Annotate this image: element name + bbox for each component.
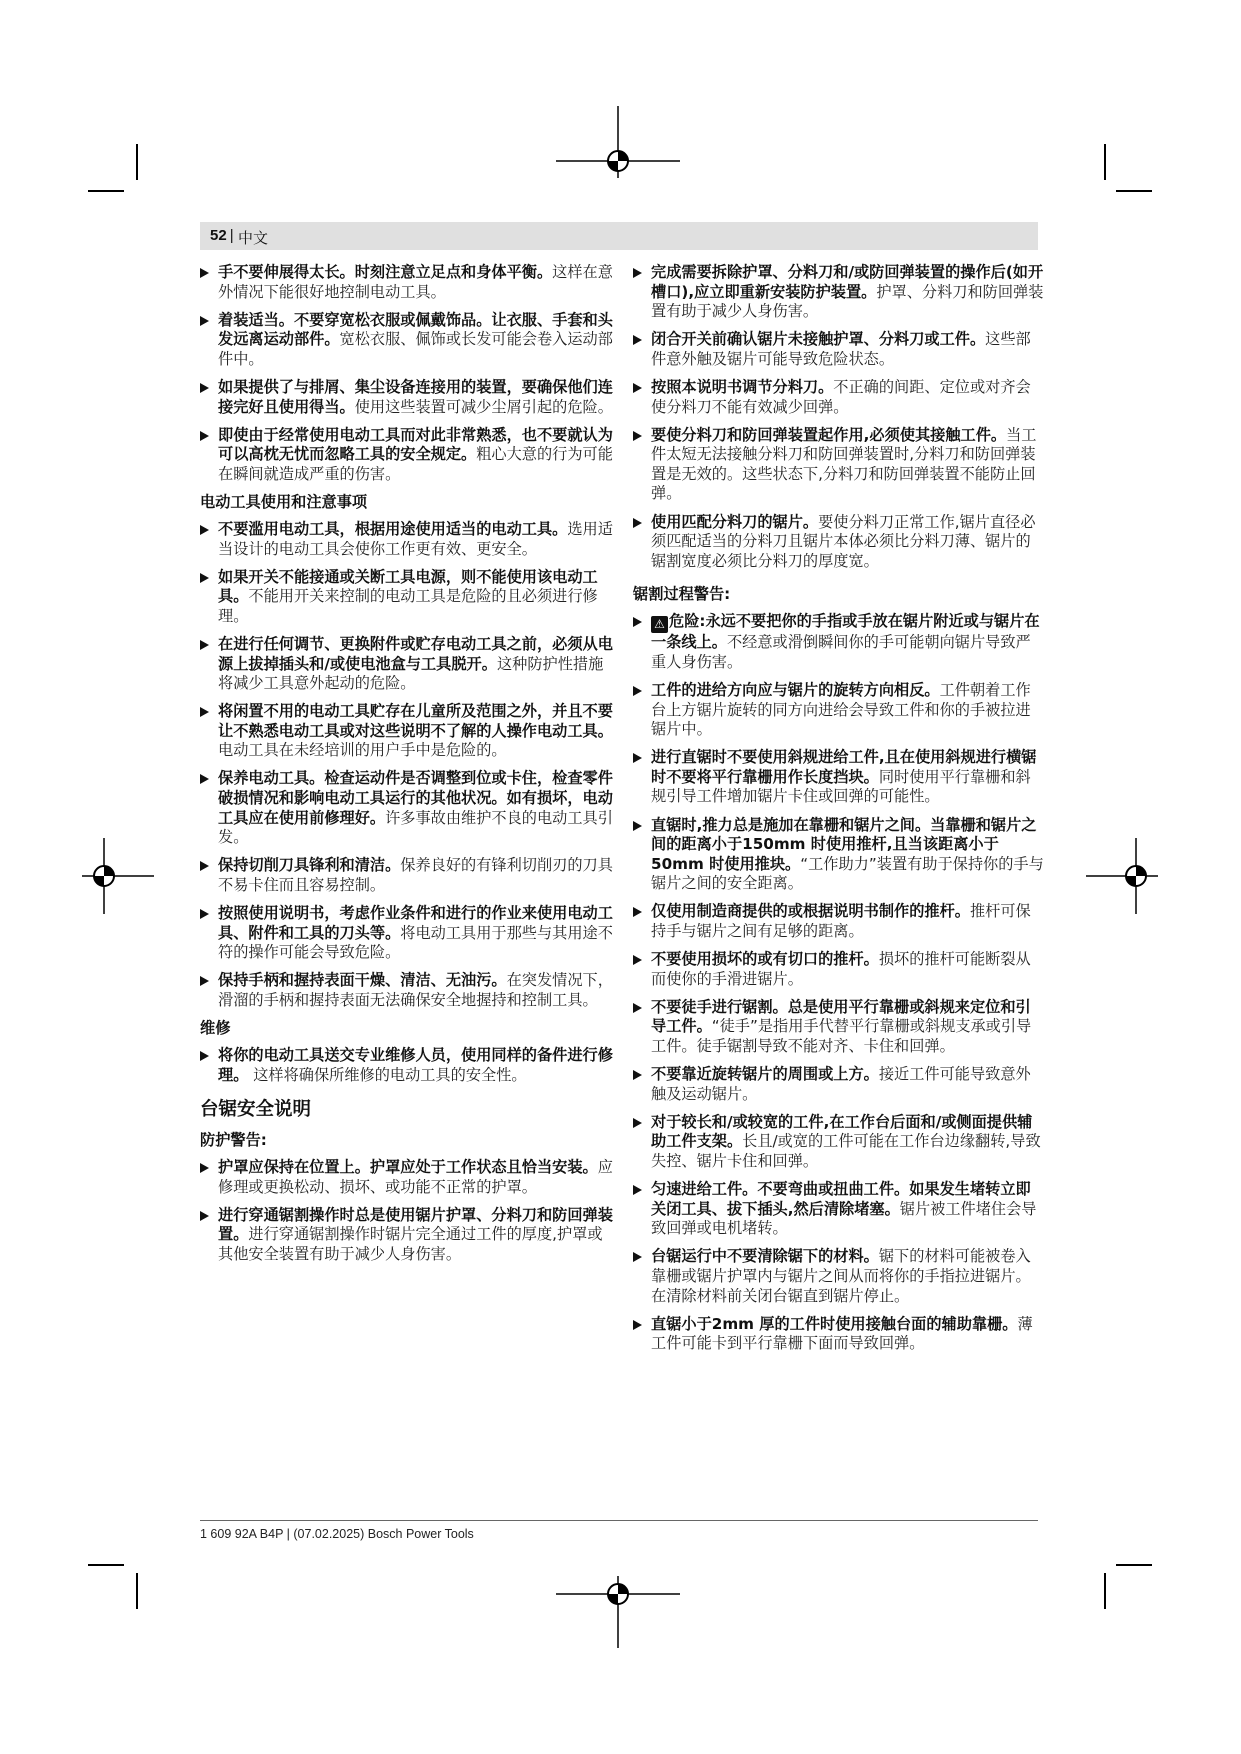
list-item <box>200 1158 614 1197</box>
list-item <box>633 1180 1045 1239</box>
item-normal-text: 应修理或更换松动、损坏、或功能不正常的护罩。 <box>218 1158 613 1196</box>
bullet-arrow-icon <box>633 753 642 763</box>
bullet-arrow-icon <box>200 707 209 717</box>
list-item <box>200 635 614 694</box>
bullet-arrow-icon <box>633 518 642 528</box>
page-number: 52 | <box>210 227 234 244</box>
list-item <box>200 520 614 559</box>
section-heading-tablesaw: 台锯安全说明 <box>200 1099 312 1121</box>
bullet-arrow-icon <box>633 1070 642 1080</box>
usage-safety-list <box>200 520 614 1011</box>
item-bold-text: 如果开关不能接通或关断工具电源，则不能使用该电动工具。 <box>218 567 598 606</box>
item-bold-text: 直锯时,推力总是施加在靠栅和锯片之间。当靠栅和锯片之间的距离小于150mm 时使用推杆,且当该距离小于50mm 时使用推块。 <box>651 815 1037 873</box>
section-heading-service: 维修 <box>200 1019 231 1037</box>
bullet-arrow-icon <box>200 1211 209 1221</box>
list-item <box>200 1046 614 1085</box>
bullet-arrow-icon <box>200 774 209 784</box>
warning-triangle-icon: ⚠ <box>651 616 668 633</box>
item-bold-text: 不要徒手进行锯割。总是使用平行靠栅或斜规来定位和引导工件。 <box>651 997 1031 1036</box>
bullet-arrow-icon <box>200 640 209 650</box>
list-item <box>633 681 1045 740</box>
list-item <box>200 971 614 1010</box>
item-bold-text: 在进行任何调节、更换附件或贮存电动工具之前，必须从电源上拔掉插头和/或使电池盒与工具脱开。 <box>218 634 613 673</box>
list-item <box>633 816 1045 894</box>
section-heading-cutting: 锯割过程警告: <box>633 585 731 604</box>
bullet-arrow-icon <box>200 861 209 871</box>
bullet-arrow-icon <box>633 686 642 696</box>
item-bold-text: 完成需要拆除护罩、分料刀和/或防回弹装置的操作后(如开槽口),应立即重新安装防护装置。 <box>651 263 1044 301</box>
item-bold-text: 进行直锯时不要使用斜规进给工件,且在使用斜规进行横锯时不要将平行靠栅用作长度挡块。 <box>651 748 1037 786</box>
bullet-arrow-icon <box>200 1051 209 1061</box>
item-normal-text: 不经意或滑倒瞬间你的手可能朝向锯片导致严重人身伤害。 <box>651 633 1031 671</box>
item-bold-text: 着装适当。不要穿宽松衣服或佩戴饰品。让衣服、手套和头发远离运动部件。 <box>218 310 613 349</box>
item-normal-text: “工作助力”装置有助于保持你的手与锯片之间的安全距离。 <box>651 854 1044 893</box>
item-normal-text: 锯片被工件堵住会导致回弹或电机堵转。 <box>651 1199 1037 1238</box>
item-normal-text: “徒手”是指用手代替平行靠栅或斜规支承或引导工件。徒手锯割导致不能对齐、卡住和回弹。 <box>651 1017 1032 1055</box>
item-bold-text: 直锯小于2mm 厚的工件时使用接触台面的辅助靠栅。 <box>651 1314 1018 1333</box>
crop-mark <box>1104 144 1106 180</box>
bullet-arrow-icon <box>633 1185 642 1195</box>
bullet-arrow-icon <box>633 821 642 831</box>
footer-rule <box>200 1520 1038 1521</box>
list-item <box>200 263 614 302</box>
bullet-arrow-icon <box>633 955 642 965</box>
item-normal-text: 不正确的间距、定位或对齐会使分料刀不能有效减少回弹。 <box>651 377 1031 416</box>
item-bold-text: 仅使用制造商提供的或根据说明书制作的推杆。 <box>651 902 970 921</box>
item-normal-text: 将电动工具用于那些与其用途不符的操作可能会导致危险。 <box>218 923 613 962</box>
item-bold-text: 手不要伸展得太长。时刻注意立足点和身体平衡。 <box>218 263 553 281</box>
item-normal-text: 护罩、分料刀和防回弹装置有助于减少人身伤害。 <box>651 282 1044 321</box>
bullet-arrow-icon <box>200 525 209 535</box>
item-normal-text: 使用这些装置可减少尘屑引起的危险。 <box>354 397 613 416</box>
item-bold-text: 对于较长和/或较宽的工件,在工作台后面和/或侧面提供辅助工件支架。 <box>651 1112 1033 1151</box>
item-bold-text: 保持切削刀具锋利和清洁。 <box>218 856 401 875</box>
item-normal-text: 在突发情况下，滑溜的手柄和握持表面无法确保安全地握持和控制工具。 <box>218 971 613 1009</box>
bullet-arrow-icon <box>633 268 642 278</box>
list-item <box>633 1113 1045 1172</box>
guard-warning-list-continued <box>633 263 1045 571</box>
item-normal-text: 保养良好的有锋利切削刃的刀具不易卡住而且容易控制。 <box>218 856 613 894</box>
list-item <box>633 1247 1045 1306</box>
crop-mark <box>1116 190 1152 192</box>
item-normal-text: 薄工件可能卡到平行靠栅下面而导致回弹。 <box>651 1314 1033 1353</box>
item-bold-text: 按照本说明书调节分料刀。 <box>651 377 834 396</box>
registration-mark-top <box>552 104 684 180</box>
item-bold-text: 将闲置不用的电动工具贮存在儿童所及范围之外，并且不要让不熟悉电动工具或对这些说明不了解的人操作电动工具。 <box>218 702 613 740</box>
item-normal-text: 要使分料刀正常工作,锯片直径必须匹配适当的分料刀且锯片本体必须比分料刀薄、锯片的锯割宽度必须比分料刀的厚度宽。 <box>651 512 1036 570</box>
item-normal-text: 这样将确保所维修的电动工具的安全性。 <box>248 1065 527 1084</box>
item-normal-text: 损坏的推杆可能断裂从而使你的手滑进锯片。 <box>651 950 1031 988</box>
page-language: 中文 <box>238 229 269 247</box>
item-normal-text: 不能用开关来控制的电动工具是危险的且必须进行修理。 <box>218 587 598 625</box>
list-item <box>200 426 614 485</box>
item-normal-text: 电动工具在未经培训的用户手中是危险的。 <box>218 741 507 760</box>
bullet-arrow-icon <box>633 1118 642 1128</box>
list-item <box>633 1315 1045 1354</box>
list-item <box>633 330 1045 369</box>
item-bold-text: 闭合开关前确认锯片未接触护罩、分料刀或工件。 <box>651 330 986 349</box>
item-bold-text: 如果提供了与排屑、集尘设备连接用的装置，要确保他们连接完好且使用得当。 <box>218 377 613 416</box>
list-item <box>633 748 1045 807</box>
bullet-arrow-icon <box>200 1163 209 1173</box>
section-heading-guard: 防护警告: <box>200 1131 267 1150</box>
item-normal-text: 这种防护性措施将减少工具意外起动的危险。 <box>218 654 604 693</box>
general-safety-list <box>200 263 614 484</box>
list-item <box>633 378 1045 417</box>
item-normal-text: 粗心大意的行为可能在瞬间就造成严重的伤害。 <box>218 445 613 483</box>
list-item <box>633 950 1045 989</box>
list-item <box>200 568 614 627</box>
item-bold-text: 按照使用说明书，考虑作业条件和进行的作业来使用电动工具、附件和工具的刀头等。 <box>218 904 613 942</box>
registration-mark-left <box>80 836 156 916</box>
crop-mark <box>136 144 138 180</box>
registration-mark-right <box>1084 836 1160 916</box>
left-column <box>200 263 614 1273</box>
item-bold-text: 不要滥用电动工具，根据用途使用适当的电动工具。 <box>218 519 568 538</box>
item-normal-text: 锯下的材料可能被卷入靠栅或锯片护罩内与锯片之间从而将你的手指拉进锯片。在清除材料前关闭台锯直到锯片停止。 <box>651 1247 1031 1305</box>
item-normal-text: 宽松衣服、佩饰或长发可能会卷入运动部件中。 <box>218 330 613 368</box>
item-normal-text: 工件朝着工作台上方锯片旋转的同方向进给会导致工件和你的手被拉进锯片中。 <box>651 681 1031 739</box>
item-normal-text: 这样在意外情况下能很好地控制电动工具。 <box>218 263 613 301</box>
item-bold-text: 即使由于经常使用电动工具而对此非常熟悉，也不要就认为可以高枕无忧而忽略工具的安全规定。 <box>218 425 613 464</box>
list-item <box>200 769 614 847</box>
list-item <box>633 513 1045 572</box>
bullet-arrow-icon <box>200 909 209 919</box>
item-normal-text: 进行穿通锯割操作时锯片完全通过工件的厚度,护罩或其他安全装置有助于减少人身伤害。 <box>218 1225 603 1264</box>
list-item <box>200 1206 614 1265</box>
item-normal-text: 推杆可保持手与锯片之间有足够的距离。 <box>651 902 1031 941</box>
list-item <box>200 311 614 370</box>
bullet-arrow-icon <box>633 335 642 345</box>
bullet-arrow-icon <box>200 316 209 326</box>
item-bold-text: 护罩应保持在位置上。护罩应处于工作状态且恰当安装。 <box>218 1158 598 1177</box>
item-bold-text: 进行穿通锯割操作时总是使用锯片护罩、分料刀和防回弹装置。 <box>218 1205 613 1244</box>
item-bold-text: 危险:永远不要把你的手指或手放在锯片附近或与锯片在一条线上。 <box>651 612 1040 652</box>
list-item <box>200 378 614 417</box>
bullet-arrow-icon <box>200 383 209 393</box>
crop-mark <box>88 190 124 192</box>
page-header-bar <box>200 222 1038 250</box>
item-bold-text: 工件的进给方向应与锯片的旋转方向相反。 <box>651 681 940 699</box>
list-item <box>633 902 1045 941</box>
item-normal-text: 许多事故由维护不良的电动工具引发。 <box>218 808 613 847</box>
bullet-arrow-icon <box>633 907 642 917</box>
item-bold-text: 保持手柄和握持表面干燥、清洁、无油污。 <box>218 971 507 990</box>
item-bold-text: 不要使用损坏的或有切口的推杆。 <box>651 950 879 969</box>
bullet-arrow-icon <box>200 268 209 278</box>
list-item <box>633 263 1045 322</box>
bullet-arrow-icon <box>633 431 642 441</box>
bullet-arrow-icon <box>200 573 209 583</box>
item-bold-text: 要使分料刀和防回弹装置起作用,必须使其接触工件。 <box>651 425 1007 444</box>
list-item <box>200 702 614 761</box>
item-bold-text: 将你的电动工具送交专业维修人员，使用同样的备件进行修理。 <box>218 1046 613 1084</box>
item-bold-text: 使用匹配分料刀的锯片。 <box>651 512 819 531</box>
crop-mark <box>88 1564 124 1566</box>
list-item <box>200 904 614 963</box>
bullet-arrow-icon <box>200 976 209 986</box>
bullet-arrow-icon <box>200 431 209 441</box>
bullet-arrow-icon <box>633 1252 642 1262</box>
section-heading-usage: 电动工具使用和注意事项 <box>200 492 368 511</box>
item-normal-text: 这些部件意外触及锯片可能导致危险状态。 <box>651 330 1031 368</box>
bullet-arrow-icon <box>633 617 642 627</box>
crop-mark <box>136 1573 138 1609</box>
bullet-arrow-icon <box>633 1003 642 1013</box>
service-list <box>200 1046 614 1085</box>
item-bold-text: 台锯运行中不要清除锯下的材料。 <box>651 1247 879 1266</box>
item-normal-text: 长且/或宽的工件可能在工作台边缘翻转,导致失控、锯片卡住和回弹。 <box>651 1132 1041 1170</box>
item-normal-text: 接近工件可能导致意外触及运动锯片。 <box>651 1065 1031 1103</box>
list-item <box>633 998 1045 1057</box>
bullet-arrow-icon <box>633 1320 642 1330</box>
item-normal-text: 当工件太短无法接触分料刀和防回弹装置时,分料刀和防回弹装置是无效的。这些状态下,分料刀和防回弹装置不能防止回弹。 <box>651 425 1037 503</box>
item-bold-text: 匀速进给工件。不要弯曲或扭曲工件。如果发生堵转立即关闭工具、拔下插头,然后清除堵塞。 <box>651 1180 1031 1218</box>
list-item <box>633 1065 1045 1104</box>
cutting-warning-list <box>633 612 1045 1354</box>
footer-text: 1 609 92A B4P | (07.02.2025) Bosch Power Tools <box>200 1527 474 1541</box>
item-bold-text: 不要靠近旋转锯片的周围或上方。 <box>651 1065 879 1084</box>
crop-mark <box>1116 1564 1152 1566</box>
item-bold-text: 保养电动工具。检查运动件是否调整到位或卡住，检查零件破损情况和影响电动工具运行的其他状况。如有损坏，电动工具应在使用前修理好。 <box>218 769 613 827</box>
registration-mark-bottom <box>552 1574 684 1650</box>
guard-warning-list <box>200 1158 614 1264</box>
list-item <box>633 426 1045 504</box>
bullet-arrow-icon <box>633 383 642 393</box>
right-column <box>633 263 1045 1362</box>
crop-mark <box>1104 1573 1106 1609</box>
item-normal-text: 同时使用平行靠栅和斜规引导工件增加锯片卡住或回弹的可能性。 <box>651 767 1031 806</box>
item-normal-text: 选用适当设计的电动工具会使你工作更有效、更安全。 <box>218 519 613 558</box>
list-item <box>200 856 614 895</box>
list-item <box>633 612 1045 672</box>
